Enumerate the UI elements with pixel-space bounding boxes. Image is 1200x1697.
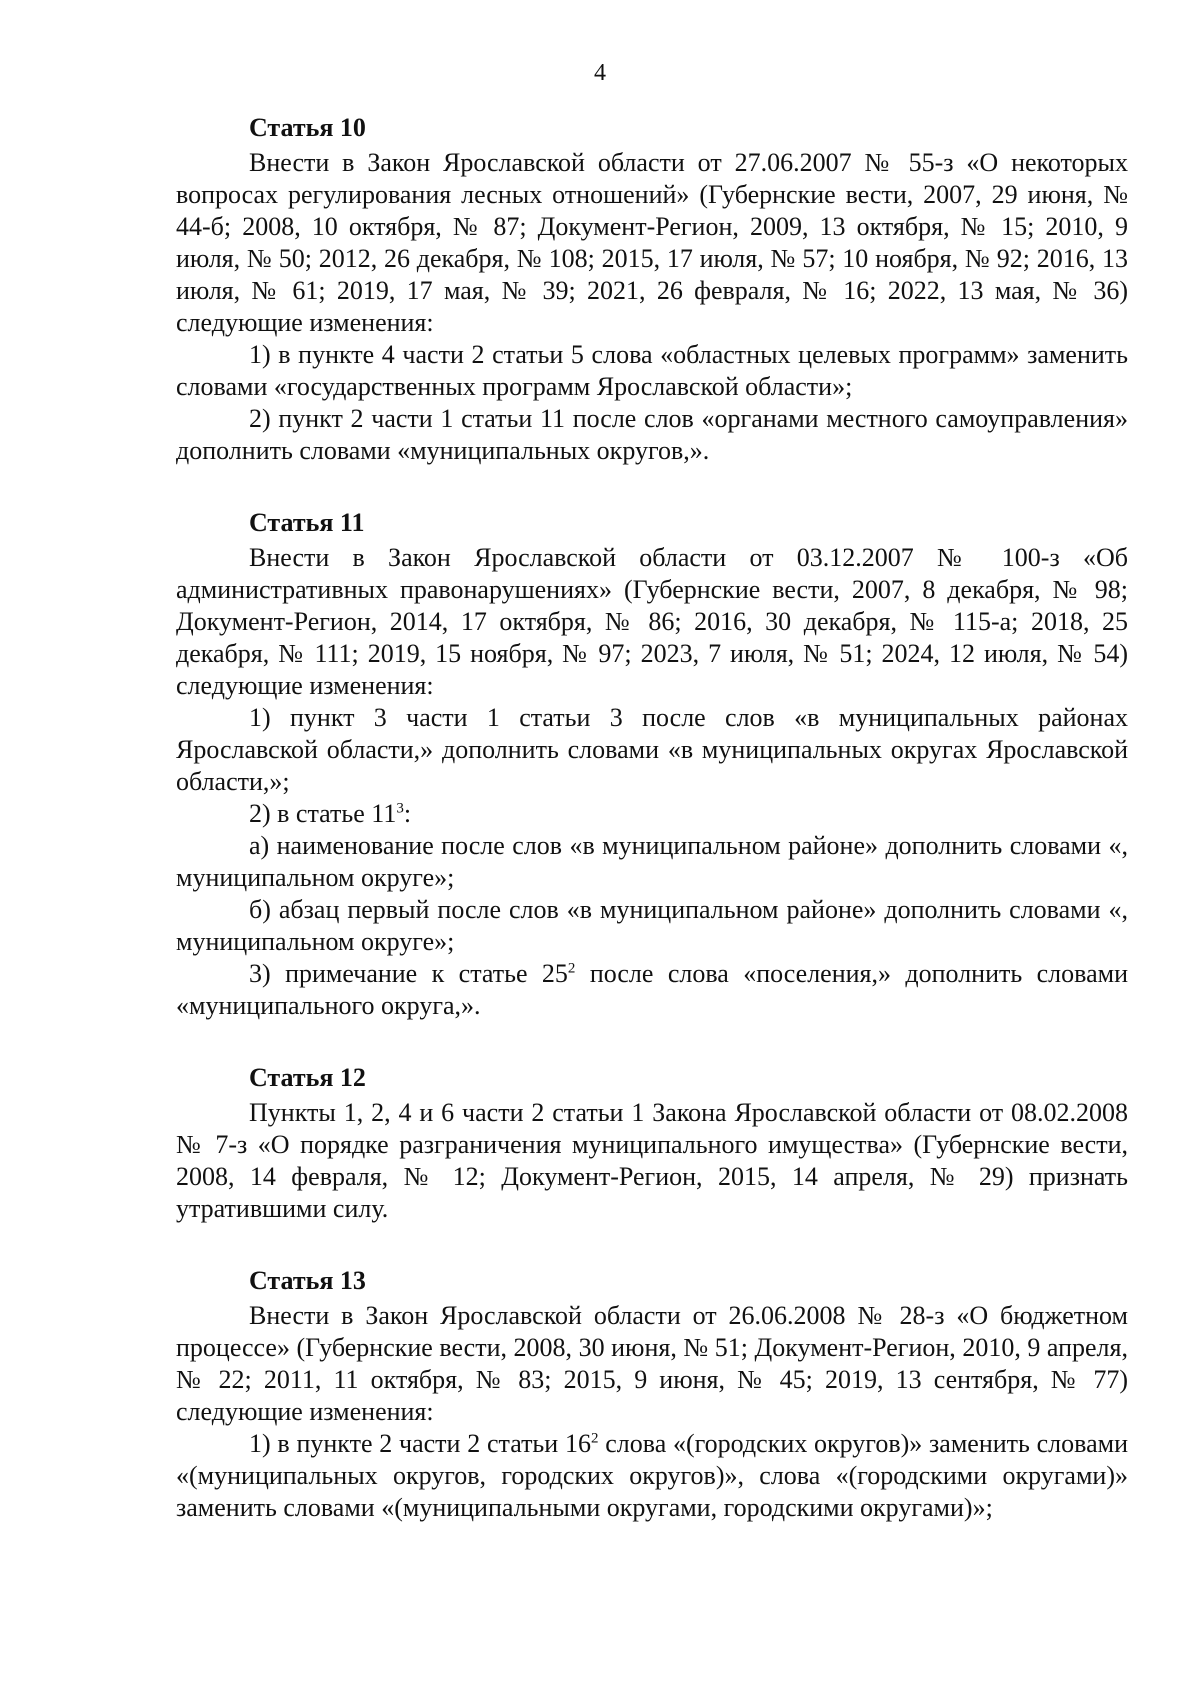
superscript: 2 — [567, 960, 576, 977]
superscript: 3 — [396, 800, 404, 817]
article-11 — [176, 507, 1128, 1022]
article-title: Статья 13 — [249, 1266, 366, 1295]
article-paragraph: Пункты 1, 2, 4 и 6 части 2 статьи 1 Закона Ярославской области от 08.02.2008 № 7-з «О порядке разграничения муниципального имущества» (Губернские вести, 2008, 14 февраля, № 12; Документ-Регион, 2015, 14 апреля, № 29) признать утратившими силу. — [176, 1098, 1128, 1223]
article-12 — [176, 1062, 1128, 1225]
article-title: Статья 10 — [249, 113, 366, 142]
text-fragment: 2) в статье 11 — [249, 799, 397, 828]
superscript: 2 — [590, 1430, 599, 1447]
text-fragment: слова «(городских округов)» заменить словами «(муниципальных округов, городских округов)», слова «(городскими округами)» заменить словами «(муниципальными округами, городскими округами)»; — [176, 1429, 1128, 1522]
text-fragment: после слова «поселения,» дополнить словами «муниципального округа,». — [176, 959, 1128, 1020]
page-number: 4 — [594, 60, 606, 86]
text-fragment: 1) в пункте 2 части 2 статьи 16 — [249, 1429, 591, 1458]
article-paragraph: б) абзац первый после слов «в муниципальном районе» дополнить словами «, муниципальном округе»; — [176, 895, 1128, 956]
article-paragraph: а) наименование после слов «в муниципальном районе» дополнить словами «, муниципальном округе»; — [176, 831, 1128, 892]
article-paragraph: 1) в пункте 4 части 2 статьи 5 слова «областных целевых программ» заменить словами «государственных программ Ярославской области»; — [176, 340, 1128, 401]
article-paragraph: Внести в Закон Ярославской области от 27.06.2007 № 55-з «О некоторых вопросах регулирования лесных отношений» (Губернские вести, 2007, 29 июня, № 44-б; 2008, 10 октября, № 87; Документ-Регион, 2009, 13 октября, № 15; 2010, 9 июля, № 50; 2012, 26 декабря, № 108; 2015, 17 июля, № 57; 10 ноября, № 92; 2016, 13 июля, № 61; 2019, 17 мая, № 39; 2021, 26 февраля, № 16; 2022, 13 мая, № 36) следующие изменения: — [176, 148, 1128, 337]
article-10 — [176, 112, 1128, 467]
article-paragraph: 1) пункт 3 части 1 статьи 3 после слов «в муниципальных районах Ярославской области,» дополнить словами «в муниципальных округах Ярославской области,»; — [176, 703, 1128, 796]
text-fragment: 3) примечание к статье 25 — [249, 959, 568, 988]
document-body — [176, 112, 1128, 1564]
article-title: Статья 11 — [249, 508, 365, 537]
article-paragraph: Внести в Закон Ярославской области от 26.06.2008 № 28-з «О бюджетном процессе» (Губернские вести, 2008, 30 июня, № 51; Документ-Регион, 2010, 9 апреля, № 22; 2011, 11 октября, № 83; 2015, 9 июня, № 45; 2019, 13 сентября, № 77) следующие изменения: — [176, 1301, 1128, 1426]
article-paragraph — [176, 798, 1128, 830]
article-paragraph: Внести в Закон Ярославской области от 03.12.2007 № 100-з «Об административных правонарушениях» (Губернские вести, 2007, 8 декабря, № 98; Документ-Регион, 2014, 17 октября, № 86; 2016, 30 декабря, № 115-а; 2018, 25 декабря, № 111; 2019, 15 ноября, № 97; 2023, 7 июля, № 51; 2024, 12 июля, № 54) следующие изменения: — [176, 543, 1128, 700]
article-13 — [176, 1265, 1128, 1524]
article-paragraph: 2) пункт 2 части 1 статьи 11 после слов «органами местного самоуправления» дополнить словами «муниципальных округов,». — [176, 404, 1128, 465]
article-paragraph — [176, 958, 1128, 1022]
article-paragraph — [176, 1428, 1128, 1524]
text-fragment: : — [403, 799, 412, 828]
article-title: Статья 12 — [249, 1063, 366, 1092]
